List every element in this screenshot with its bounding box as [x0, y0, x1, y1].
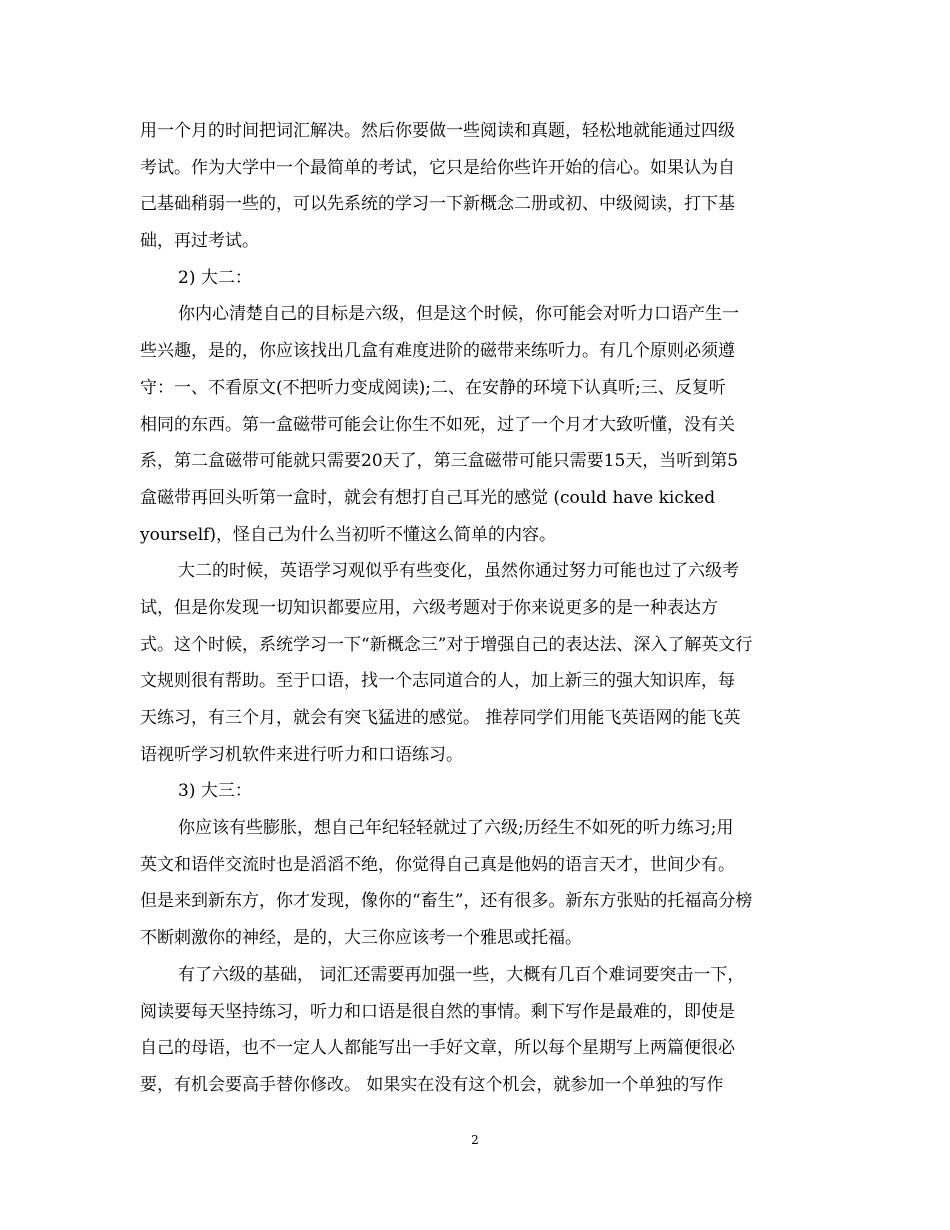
text-line: 自己的母语，也不一定人人都能写出一手好文章，所以每个星期写上两篇便很必: [140, 1038, 735, 1059]
text-line: 相同的东西。第一盒磁带可能会让你生不如死，过了一个月才大致听懂，没有关: [140, 414, 735, 435]
text-line: 大二的时候，英语学习观似乎有些变化，虽然你通过努力可能也过了六级考: [178, 561, 739, 582]
text-line: 有了六级的基础， 词汇还需要再加强一些，大概有几百个难词要突击一下，: [178, 964, 745, 985]
text-line: 2) 大二：: [178, 267, 252, 288]
text-line: 语视听学习机软件来进行听力和口语练习。: [140, 744, 463, 765]
text-line: 天练习，有三个月，就会有突飞猛进的感觉。 推荐同学们用能飞英语网的能飞英: [140, 708, 741, 728]
text-line: 础，再过考试。: [140, 231, 259, 252]
text-line: 你内心清楚自己的目标是六级，但是这个时候，你可能会对听力口语产生一: [178, 304, 739, 325]
text-line: 考试。作为大学中一个最简单的考试，它只是给你些许开始的信心。如果认为自: [140, 157, 735, 178]
text-line: 但是来到新东方，你才发现，像你的“畜生”，还有很多。新东方张贴的托福高分榜: [140, 891, 753, 912]
text-line: 用一个月的时间把词汇解决。然后你要做一些阅读和真题，轻松地就能通过四级: [140, 121, 735, 141]
text-line: 试，但是你发现一切知识都要应用，六级考题对于你来说更多的是一种表达方: [140, 597, 718, 618]
text-line: 式。这个时候，系统学习一下“新概念三”对于增强自己的表达法、深入了解英文行: [140, 634, 753, 655]
page-number: 2: [471, 1133, 479, 1147]
text-line: 你应该有些膨胀，想自己年纪轻轻就过了六级;历经生不如死的听力练习;用: [178, 818, 734, 839]
text-line: 阅读要每天坚持练习，听力和口语是很自然的事情。剩下写作是最难的，即使是: [140, 1001, 735, 1022]
text-line: 文规则很有帮助。至于口语，找一个志同道合的人，加上新三的强大知识库，每: [140, 671, 735, 692]
text-line: 守：一、不看原文(不把听力变成阅读);二、在安静的环境下认真听;三、反复听: [140, 377, 726, 398]
text-line: 3) 大三：: [178, 781, 252, 802]
text-line: 不断刺激你的神经，是的，大三你应该考一个雅思或托福。: [140, 928, 582, 949]
text-line: 系，第二盒磁带可能就只需要20天了，第三盒磁带可能只需要15天，当听到第5: [140, 451, 739, 472]
text-line: 己基础稍弱一些的，可以先系统的学习一下新概念二册或初、中级阅读，打下基: [140, 194, 735, 215]
text-line: 些兴趣，是的，你应该找出几盒有难度进阶的磁带来练听力。有几个原则必须遵: [140, 341, 735, 362]
text-line: yourself)，怪自己为什么当初听不懂这么简单的内容。: [140, 524, 557, 545]
text-line: 要，有机会要高手替你修改。 如果实在没有这个机会，就参加一个单独的写作: [140, 1074, 724, 1095]
text-line: 英文和语伴交流时也是滔滔不绝，你觉得自己真是他妈的语言天才，世间少有。: [140, 854, 735, 875]
text-line: 盒磁带再回头听第一盒时，就会有想打自己耳光的感觉 (could have kicked: [140, 487, 716, 508]
body-text: [140, 113, 820, 1104]
